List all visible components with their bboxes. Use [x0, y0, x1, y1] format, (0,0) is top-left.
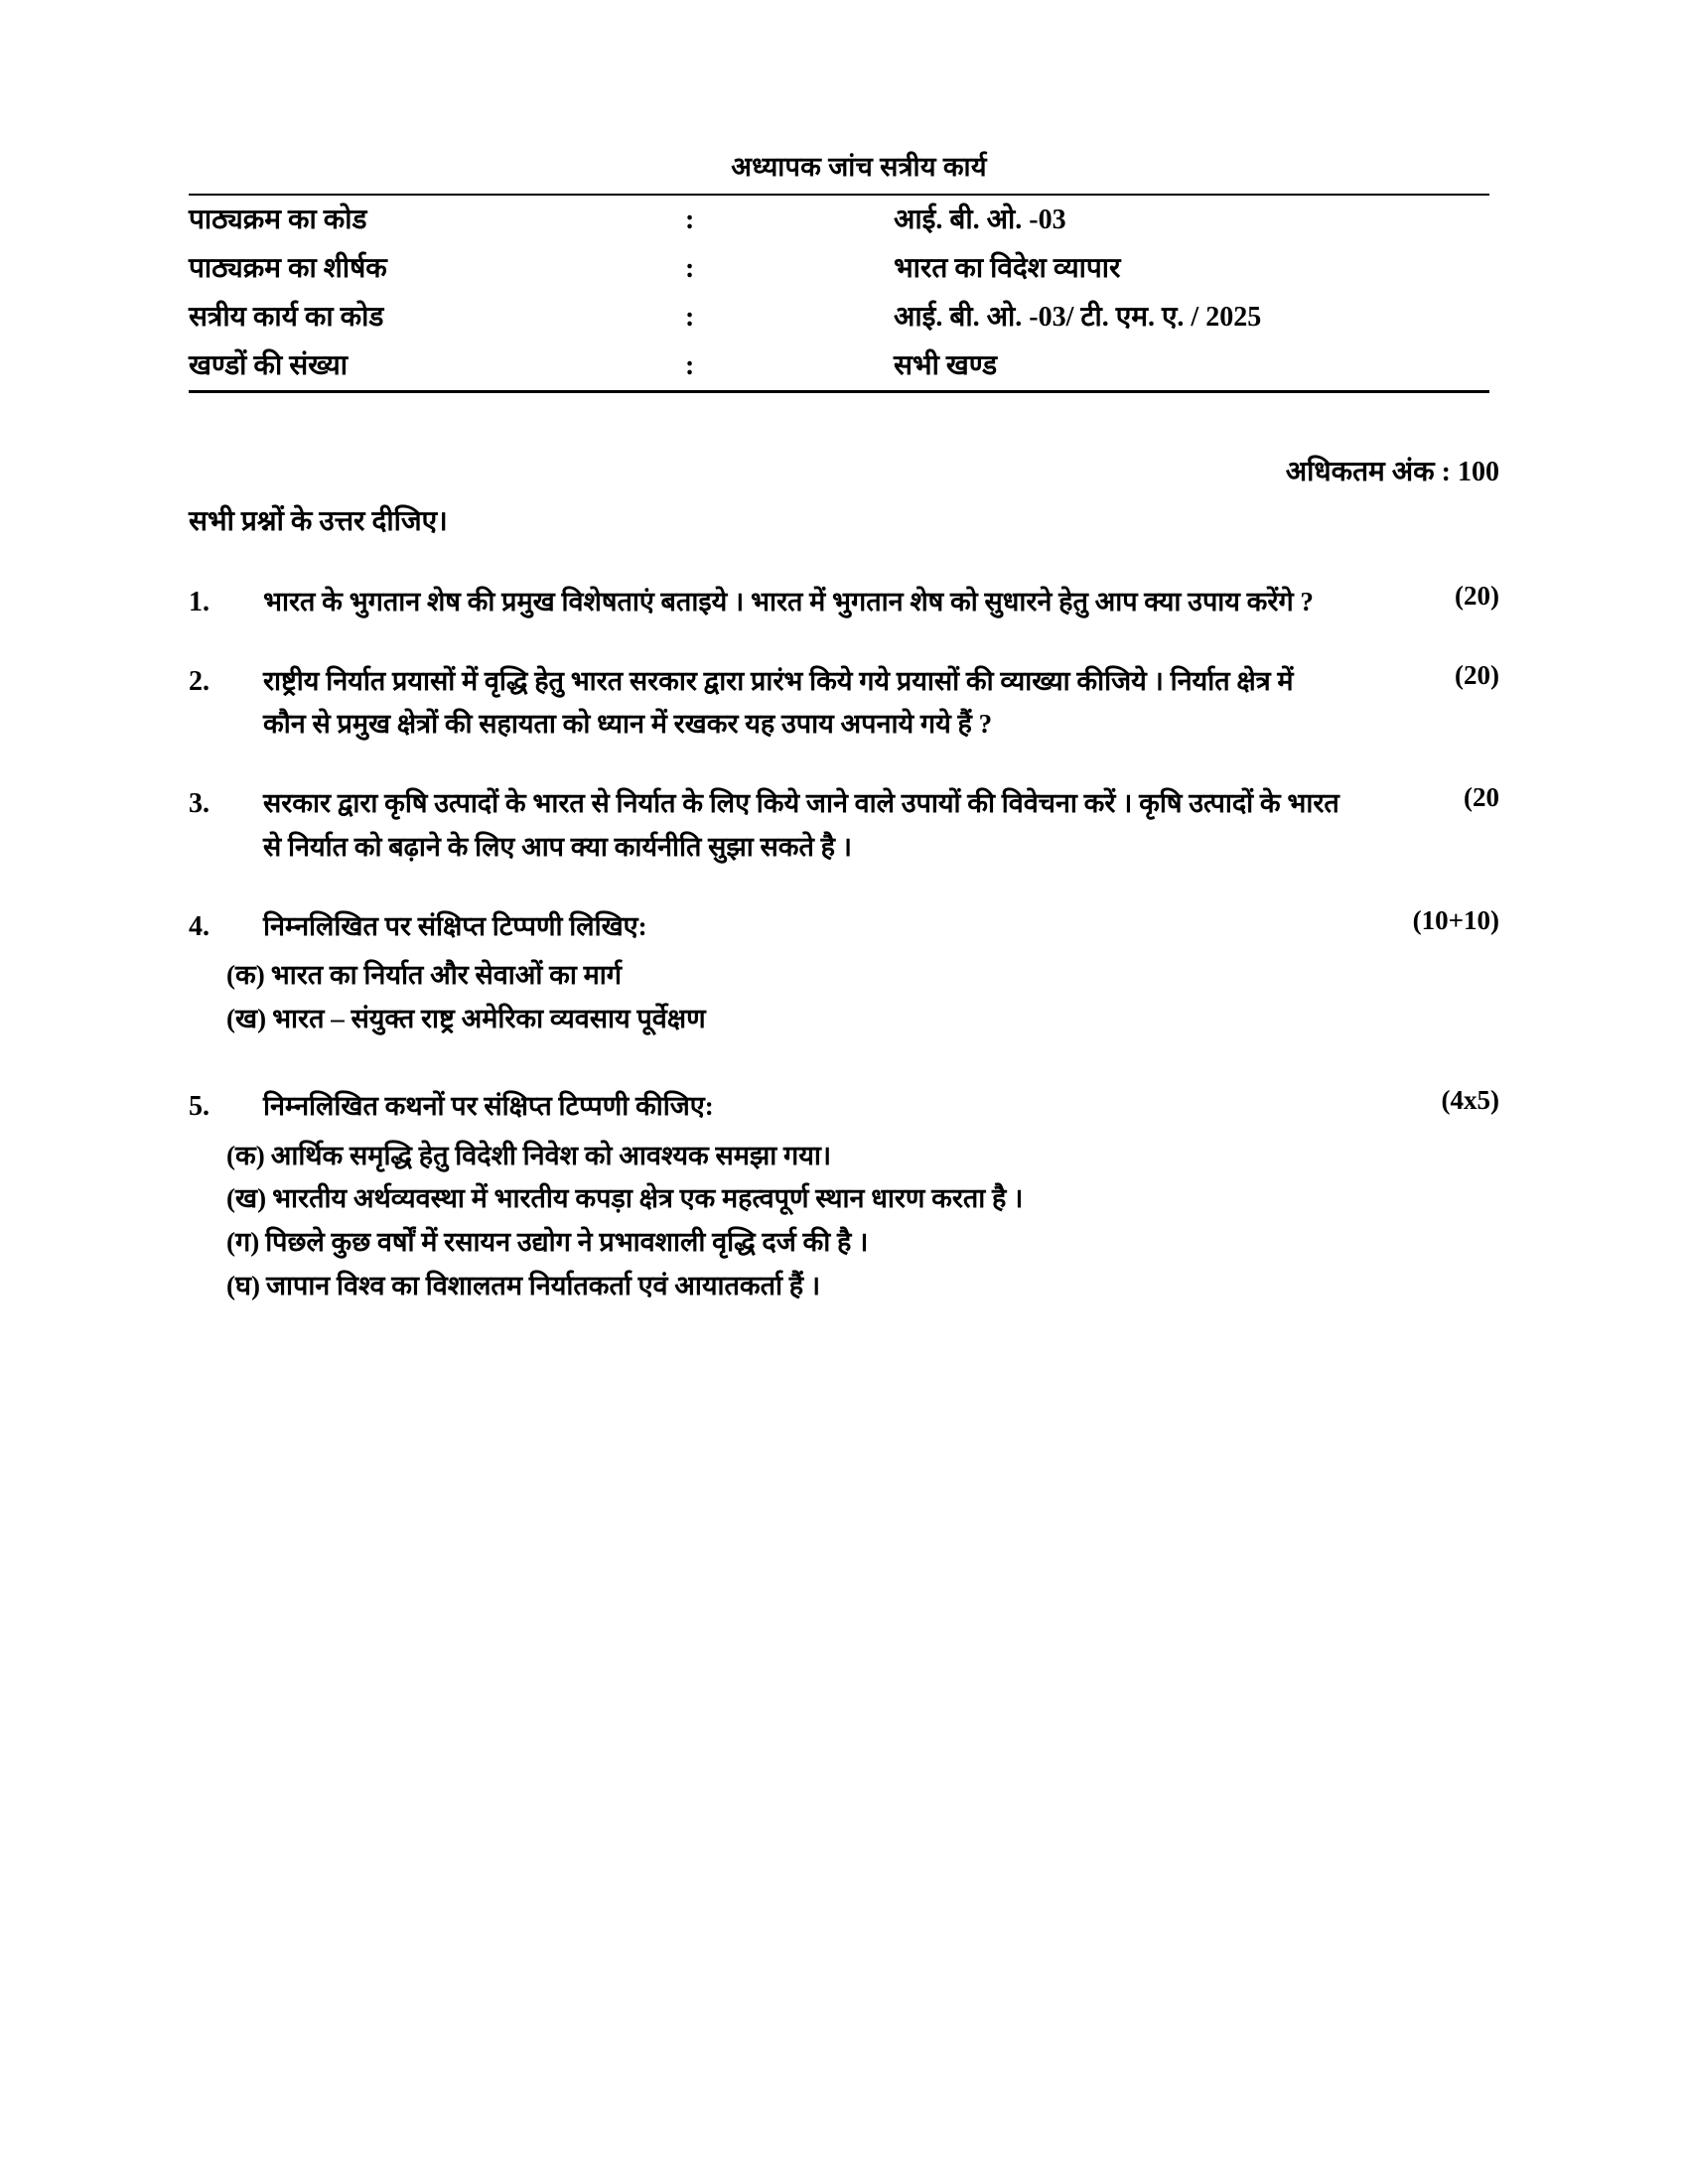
sub-item-key: (ख) — [226, 1183, 267, 1214]
question-item — [189, 581, 1499, 624]
meta-colon: : — [685, 302, 695, 333]
meta-value-course-title: भारत का विदेश व्यापार — [894, 253, 1121, 284]
sub-item-text: आर्थिक समृद्धि हेतु विदेशी निवेश को आवश्यक समझा गया। — [270, 1140, 832, 1170]
question-marks: (20 — [1464, 782, 1499, 813]
list-item — [226, 1177, 1499, 1221]
sub-item-text: भारत का निर्यात और सेवाओं का मार्ग — [270, 960, 622, 991]
table-row — [189, 341, 1489, 392]
question-marks: (10+10) — [1412, 904, 1499, 935]
question-list — [189, 581, 1499, 1344]
question-number: 4. — [189, 910, 210, 942]
sub-item-key: (घ) — [226, 1270, 260, 1300]
question-item — [189, 1085, 1499, 1308]
sub-item-key: (क) — [226, 1140, 265, 1170]
question-text: निम्नलिखित पर संक्षिप्त टिप्पणी लिखिए: — [263, 910, 647, 941]
meta-colon: : — [685, 350, 695, 381]
course-meta-table — [189, 194, 1489, 393]
question-item — [189, 660, 1499, 747]
instruction-text: सभी प्रश्नों के उत्तर दीजिए। — [189, 506, 448, 537]
meta-value-blocks-count: सभी खण्ड — [894, 350, 998, 381]
meta-colon: : — [685, 253, 695, 284]
sub-item-text: भारतीय अर्थव्यवस्था में भारतीय कपड़ा क्षेत्र एक महत्वपूर्ण स्थान धारण करता है । — [272, 1183, 1024, 1214]
question-marks: (20) — [1455, 581, 1499, 611]
question-number: 2. — [189, 665, 210, 697]
maximum-marks: अधिकतम अंक : 100 — [1285, 457, 1499, 487]
question-sub-list — [189, 1135, 1499, 1308]
question-number: 5. — [189, 1090, 210, 1122]
list-item — [226, 1265, 1499, 1308]
list-item — [226, 954, 1499, 998]
meta-label-course-title: पाठ्यक्रम का शीर्षक — [189, 253, 387, 284]
question-number: 3. — [189, 788, 210, 820]
sub-item-key: (ख) — [226, 1004, 267, 1034]
question-text: राष्ट्रीय निर्यात प्रयासों में वृद्धि हेतु भारत सरकार द्वारा प्रारंभ किये गये प्रयासों की व्याख्या कीजिये । निर्यात क्षेत्र में कौन से प्रमुख क्षेत्रों की सहायता को ध्यान में रखकर यह उपाय अपनाये गये हैं ? — [263, 665, 1294, 740]
meta-value-course-code: आई. बी. ओ. -03 — [894, 205, 1066, 235]
page-title: अध्यापक जांच सत्रीय कार्य — [731, 152, 987, 182]
table-row — [189, 195, 1489, 244]
question-marks: (4x5) — [1441, 1084, 1499, 1115]
question-text: निम्नलिखित कथनों पर संक्षिप्त टिप्पणी कीजिए: — [263, 1090, 714, 1121]
list-item — [226, 1135, 1499, 1178]
question-text: भारत के भुगतान शेष की प्रमुख विशेषताएं बताइये । भारत में भुगतान शेष को सुधारने हेतु आप क्या उपाय करेंगे ? — [263, 587, 1314, 616]
question-item — [189, 782, 1499, 869]
question-item — [189, 905, 1499, 1041]
meta-label-course-code: पाठ्यक्रम का कोड — [189, 205, 367, 235]
list-item — [226, 998, 1499, 1041]
sub-item-key: (क) — [226, 960, 265, 991]
document-header — [189, 147, 1489, 393]
sub-item-key: (ग) — [226, 1227, 260, 1258]
sub-item-text: जापान विश्व का विशालतम निर्यातकर्ता एवं आयातकर्ता हैं । — [265, 1270, 821, 1300]
question-number: 1. — [189, 587, 210, 617]
meta-label-assignment-code: सत्रीय कार्य का कोड — [189, 302, 384, 333]
meta-colon: : — [685, 205, 695, 235]
question-marks: (20) — [1455, 659, 1499, 690]
meta-label-blocks-count: खण्डों की संख्या — [189, 350, 348, 381]
list-item — [226, 1221, 1499, 1265]
meta-value-assignment-code: आई. बी. ओ. -03/ टी. एम. ए. / 2025 — [894, 302, 1262, 333]
table-row — [189, 293, 1489, 341]
question-sub-list — [189, 954, 1499, 1040]
sub-item-text: पिछले कुछ वर्षों में रसायन उद्योग ने प्रभावशाली वृद्धि दर्ज की है । — [265, 1227, 869, 1258]
table-row — [189, 244, 1489, 293]
sub-item-text: भारत – संयुक्त राष्ट्र अमेरिका व्यवसाय पूर्वेक्षण — [272, 1004, 706, 1034]
question-text: सरकार द्वारा कृषि उत्पादों के भारत से निर्यात के लिए किये जाने वाले उपायों की विवेचना करें । कृषि उत्पादों के भारत से निर्यात को बढ़ाने के लिए आप क्या कार्यनीति सुझा सकते है । — [263, 788, 1339, 862]
